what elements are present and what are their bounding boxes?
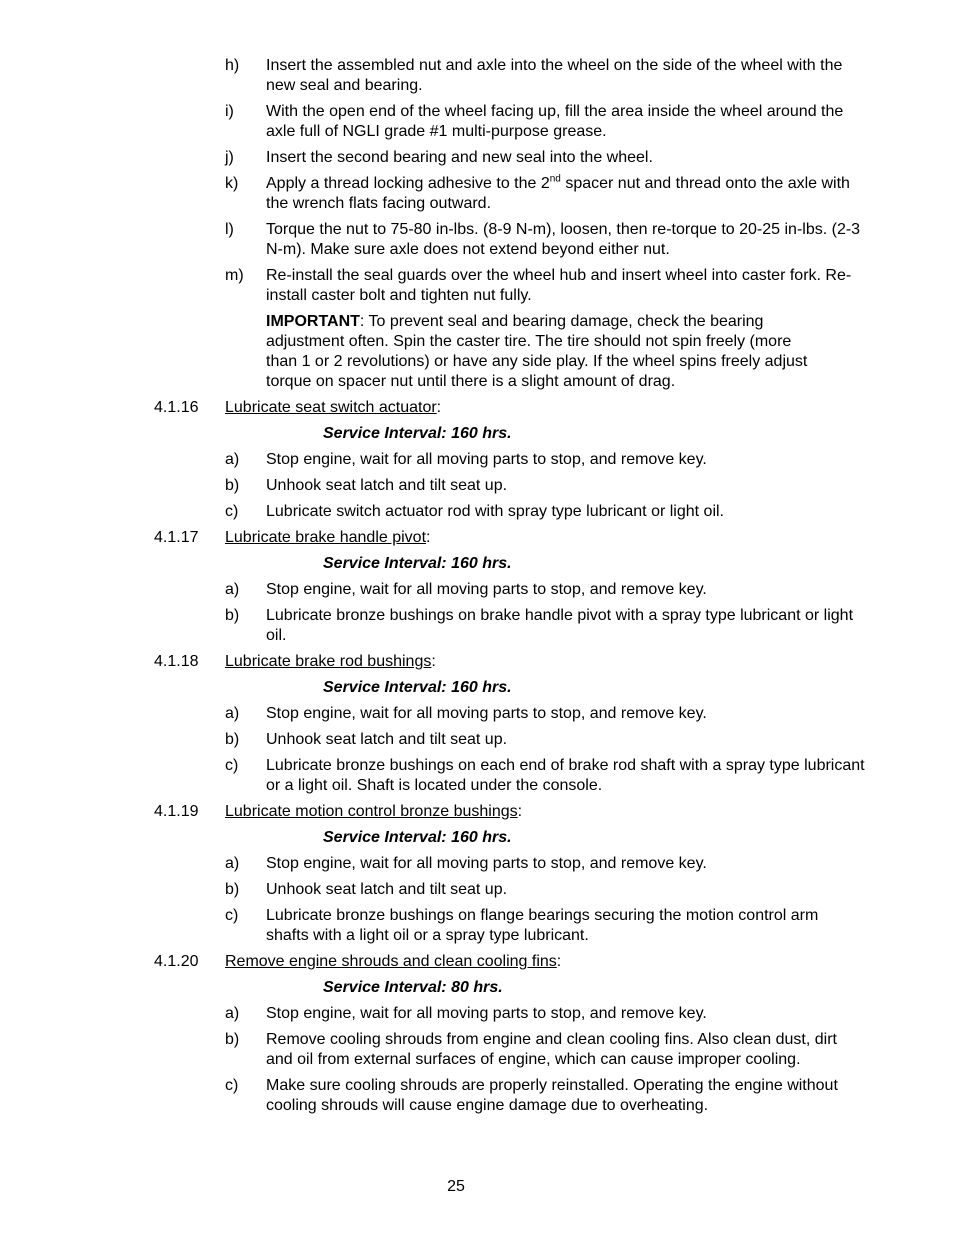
- step-label: k): [225, 175, 239, 192]
- step-label: h): [225, 57, 240, 74]
- ordinal-superscript: nd: [549, 173, 561, 185]
- step-b: [225, 730, 865, 750]
- step-label: a): [225, 1005, 240, 1022]
- step-label: c): [225, 1077, 239, 1094]
- section-heading: 4.1.17 Lubricate brake handle pivot:: [154, 529, 431, 546]
- section-heading: 4.1.19 Lubricate motion control bronze bushings:: [154, 803, 523, 820]
- document-page: [0, 56, 954, 1116]
- step-text: Lubricate switch actuator rod with spray type lubricant or light oil.: [266, 503, 724, 520]
- step-text: Insert the second bearing and new seal into the wheel.: [266, 149, 653, 166]
- step-label: l): [225, 221, 234, 238]
- section-heading: 4.1.16 Lubricate seat switch actuator:: [154, 399, 442, 416]
- step-i: [225, 102, 865, 142]
- step-h: [225, 56, 865, 96]
- section-title: Remove engine shrouds and clean cooling fins: [225, 953, 557, 970]
- step-c: [225, 1076, 865, 1116]
- step-c: [225, 502, 865, 522]
- step-text: Torque the nut to 75-80 in-lbs. (8-9 N-m), loosen, then re-torque to 20-25 in-lbs. (2-3 N-m). Make sure axle does not extend beyond either nut.: [266, 221, 861, 258]
- step-text: Stop engine, wait for all moving parts to stop, and remove key.: [266, 451, 707, 468]
- step-text: Stop engine, wait for all moving parts to stop, and remove key.: [266, 581, 707, 598]
- step-b: [225, 476, 865, 496]
- step-text: [266, 174, 865, 214]
- step-label: b): [225, 607, 240, 624]
- step-k: [225, 174, 865, 214]
- step-label: i): [225, 103, 234, 120]
- important-label: IMPORTANT: [266, 313, 360, 330]
- step-text: With the open end of the wheel facing up, fill the area inside the wheel around the axle full of NGLI grade #1 multi-purpose grease.: [266, 103, 844, 140]
- step-label: m): [225, 267, 244, 284]
- important-text: : To prevent seal and bearing damage, check the bearing adjustment often. Spin the caster tire. The tire should not spin freely (more than 1 or 2 revolutions) or have any side play. If the wheel spins freely adjust torque on spacer nut until there is a slight amount of drag.: [266, 313, 808, 390]
- step-label: j): [225, 149, 234, 166]
- step-label: b): [225, 1031, 240, 1048]
- step-label: b): [225, 731, 240, 748]
- section-number: 4.1.20: [154, 953, 199, 970]
- step-c: [225, 906, 865, 946]
- step-b: [225, 1030, 865, 1070]
- service-interval: Service Interval: 160 hrs.: [323, 425, 512, 442]
- step-label: a): [225, 451, 240, 468]
- step-text: Stop engine, wait for all moving parts to stop, and remove key.: [266, 705, 707, 722]
- section-title: Lubricate seat switch actuator: [225, 399, 437, 416]
- section-title: Lubricate brake handle pivot: [225, 529, 427, 546]
- step-a: [225, 450, 865, 470]
- step-l: [225, 220, 865, 260]
- step-text: Insert the assembled nut and axle into the wheel on the side of the wheel with the new seal and bearing.: [266, 57, 843, 94]
- step-text: Unhook seat latch and tilt seat up.: [266, 881, 508, 898]
- step-b: [225, 880, 865, 900]
- step-a: [225, 704, 865, 724]
- section-title: Lubricate brake rod bushings: [225, 653, 432, 670]
- step-text-part: Apply a thread locking adhesive to the 2: [266, 175, 550, 192]
- section-number: 4.1.19: [154, 803, 199, 820]
- step-j: [225, 148, 865, 168]
- step-a: [225, 1004, 865, 1024]
- step-m: [225, 266, 865, 306]
- service-interval: Service Interval: 160 hrs.: [323, 829, 512, 846]
- section-heading: 4.1.20 Remove engine shrouds and clean cooling fins:: [154, 953, 562, 970]
- step-text: Stop engine, wait for all moving parts to stop, and remove key.: [266, 1005, 707, 1022]
- step-label: c): [225, 503, 239, 520]
- important-note: [266, 312, 826, 392]
- step-label: a): [225, 705, 240, 722]
- step-text: Lubricate bronze bushings on brake handle pivot with a spray type lubricant or light oil.: [266, 607, 854, 644]
- service-interval: Service Interval: 160 hrs.: [323, 555, 512, 572]
- step-label: a): [225, 855, 240, 872]
- step-label: c): [225, 757, 239, 774]
- step-text: Re-install the seal guards over the wheel hub and insert wheel into caster fork. Re-install caster bolt and tighten nut fully.: [266, 267, 852, 304]
- step-text: Make sure cooling shrouds are properly reinstalled. Operating the engine without cooling shrouds will cause engine damage due to overheating.: [266, 1077, 838, 1114]
- service-interval: Service Interval: 80 hrs.: [323, 979, 503, 996]
- section-number: 4.1.16: [154, 399, 199, 416]
- step-text: Lubricate bronze bushings on each end of brake rod shaft with a spray type lubricant or a light oil. Shaft is located under the console.: [266, 757, 865, 794]
- step-text-part: spacer nut and thread onto the axle with the wrench flats facing outward.: [266, 175, 850, 212]
- step-label: b): [225, 477, 240, 494]
- section-heading: 4.1.18 Lubricate brake rod bushings:: [154, 653, 436, 670]
- step-label: c): [225, 907, 239, 924]
- service-interval: Service Interval: 160 hrs.: [323, 679, 512, 696]
- step-text: Stop engine, wait for all moving parts to stop, and remove key.: [266, 855, 707, 872]
- section-number: 4.1.17: [154, 529, 199, 546]
- step-a: [225, 580, 865, 600]
- step-c: [225, 756, 865, 796]
- step-text: Unhook seat latch and tilt seat up.: [266, 731, 508, 748]
- step-label: b): [225, 881, 240, 898]
- step-text: Unhook seat latch and tilt seat up.: [266, 477, 508, 494]
- step-a: [225, 854, 865, 874]
- page-number: 25: [447, 1178, 465, 1195]
- section-number: 4.1.18: [154, 653, 199, 670]
- section-title: Lubricate motion control bronze bushings: [225, 803, 518, 820]
- step-text: Lubricate bronze bushings on flange bearings securing the motion control arm shafts with a light oil or a spray type lubricant.: [266, 907, 819, 944]
- step-label: a): [225, 581, 240, 598]
- step-b: [225, 606, 865, 646]
- step-text: Remove cooling shrouds from engine and clean cooling fins. Also clean dust, dirt and oil from external surfaces of engine, which can cause improper cooling.: [266, 1031, 837, 1068]
